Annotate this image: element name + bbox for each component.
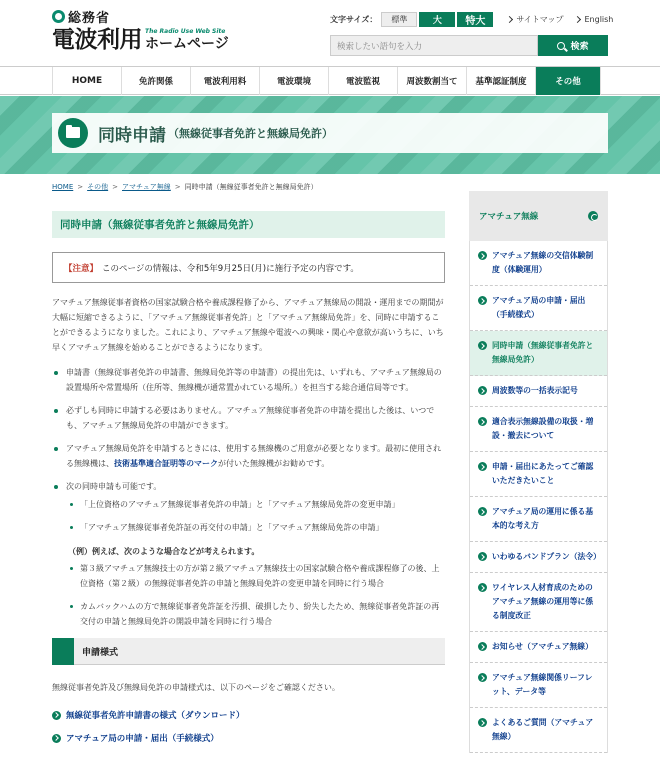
breadcrumb [52, 182, 318, 192]
arrow-right-icon [478, 417, 487, 426]
list-item: 申請書（無線従事者免許の申請書、無線局免許等の申請書）の提出先は、いずれも、アマチュア無線局の設置場所や常置場所（住所等、無線機が通常置かれている場所。）を担当する総合通信局等です。 [52, 366, 445, 395]
ministry-name [52, 7, 229, 26]
arrow-right-icon [52, 711, 61, 720]
section-text: 無線従事者免許及び無線局免許の申請様式は、以下のページをご確認ください。 [52, 683, 340, 692]
section-heading-label: 申請様式 [82, 647, 119, 658]
gnav-other[interactable]: その他 [535, 67, 601, 95]
sidebar-item[interactable] [470, 241, 607, 286]
gnav-certification[interactable]: 基準認証制度 [466, 67, 535, 95]
site-title: 電波利用 [52, 27, 142, 53]
ministry-emblem-icon [52, 10, 65, 23]
sitemap-label: サイトマップ [516, 15, 564, 24]
chevron-right-icon [506, 16, 513, 23]
sidebar-item-label: アマチュア無線の交信体験制度（体験運用） [492, 251, 594, 274]
search-icon [557, 42, 565, 50]
info-list [52, 366, 445, 629]
arrow-right-icon [478, 462, 487, 471]
return-icon [588, 211, 598, 221]
sidebar-item[interactable] [470, 286, 607, 331]
section-heading [52, 638, 445, 665]
sidebar-item[interactable] [470, 331, 607, 376]
sidebar [469, 191, 608, 753]
gnav-radio-environment[interactable]: 電波環境 [259, 67, 328, 95]
example-item: カムバックハムの方で無線従事者免許証を汚損、破損したり、紛失したため、無線従事者免許証の再交付の申請と無線局免許の開設申請を同時に行う場合 [66, 600, 445, 629]
main-content [52, 211, 445, 744]
sidebar-item-label: いわゆるバンドプラン（法令） [492, 552, 601, 561]
chevron-right-icon [574, 16, 581, 23]
page-title: 同時申請 [98, 125, 166, 146]
list-item [52, 442, 445, 471]
sidebar-list [469, 241, 608, 753]
arrow-right-icon [478, 673, 487, 682]
content-heading: 同時申請（無線従事者免許と無線局免許） [52, 211, 445, 238]
sidebar-item[interactable] [470, 376, 607, 407]
arrow-right-icon [478, 341, 487, 350]
sub-list-item: 「上位資格のアマチュア無線従事者免許の申請」と「アマチュア無線局免許の変更申請」 [66, 498, 445, 513]
download-form-link-label: 無線従事者免許申請書の様式（ダウンロード） [66, 711, 245, 721]
gnav-home[interactable]: HOME [52, 67, 121, 95]
application-forms-link[interactable] [52, 732, 445, 744]
arrow-right-icon [478, 552, 487, 561]
page-hero [0, 96, 660, 174]
sidebar-item[interactable] [470, 497, 607, 542]
sidebar-item-label: 適合表示無線設備の取扱・増設・撤去について [492, 417, 594, 440]
sidebar-item-label: お知らせ（アマチュア無線） [492, 642, 593, 651]
breadcrumb-other[interactable]: その他 [87, 183, 109, 191]
font-size-large-button[interactable]: 大 [419, 12, 455, 27]
sidebar-item-label: 周波数等の一括表示記号 [492, 386, 578, 395]
page-subtitle: （無線従事者免許と無線局免許） [168, 127, 333, 140]
sub-list-item: 「アマチュア無線従事者免許証の再交付の申請」と「アマチュア無線局免許の申請」 [66, 521, 445, 536]
breadcrumb-separator: > [112, 183, 118, 191]
arrow-right-icon [478, 386, 487, 395]
application-forms-link-label: アマチュア局の申請・届出（手続様式） [66, 734, 219, 744]
sidebar-item-label: 申請・届出にあたってご確認いただきたいこと [492, 462, 594, 485]
example-item: 第３級アマチュア無線技士の方が第２級アマチュア無線技士の国家試験合格や養成課程修了の後、上位資格（第２級）の無線従事者免許の申請と無線局免許の変更申請を同時に行う場合 [66, 562, 445, 591]
font-size-label: 文字サイズ： [330, 15, 378, 24]
list-item-text: アマチュア無線局免許を申請するときには、使用する無線機のご用意が必要となります。最初に使用される無線機は、 [66, 444, 442, 468]
sitemap-link[interactable] [507, 14, 563, 25]
site-title-en: The Radio Use Web Site [145, 28, 226, 35]
sidebar-item[interactable] [470, 407, 607, 452]
arrow-right-icon [478, 583, 487, 592]
intro-paragraph: アマチュア無線従事者資格の国家試験合格や養成課程修了から、アマチュア無線局の開設・運用までの期間が大幅に短縮できるように、「アマチュア無線従事者免許」と「アマチュア無線局免許」を、同時に申請することができるようになりました。これにより、アマチュア無線や電波への興味・関心や意欲が高いうちに、いち早くアマチュア無線を始めることができるようになります。 [52, 298, 444, 352]
arrow-right-icon [478, 251, 487, 260]
notice-box [52, 252, 445, 283]
download-form-link[interactable] [52, 709, 445, 721]
sub-list [66, 498, 445, 536]
sidebar-item[interactable] [470, 542, 607, 573]
breadcrumb-home[interactable]: HOME [52, 183, 74, 191]
list-item: 必ずしも同時に申請する必要はありません。アマチュア無線従事者免許の申請を提出した後は、いつでも、アマチュア無線局免許の申請ができます。 [52, 404, 445, 433]
arrow-right-icon [478, 718, 487, 727]
english-link[interactable] [575, 15, 613, 24]
arrow-right-icon [478, 507, 487, 516]
gnav-radio-monitoring[interactable]: 電波監視 [328, 67, 397, 95]
gnav-frequency-allocation[interactable]: 周波数割当て [397, 67, 466, 95]
section-bar [52, 638, 74, 665]
site-header [0, 0, 660, 66]
breadcrumb-separator: > [174, 183, 181, 191]
sidebar-item-label: アマチュア局の申請・届出（手続様式） [492, 296, 586, 319]
search-button[interactable] [538, 35, 608, 56]
sidebar-item[interactable] [470, 573, 607, 632]
sidebar-heading-label: アマチュア無線 [479, 212, 539, 222]
example-heading: （例）例えば、次のような場合などが考えられます。 [68, 546, 260, 556]
sidebar-item-label: よくあるご質問（アマチュア無線） [492, 718, 594, 741]
ministry-label: 総務省 [68, 11, 111, 26]
list-item [52, 480, 445, 629]
utility-bar [330, 12, 613, 27]
arrow-right-icon [52, 734, 61, 743]
notice-text: このページの情報は、令和5年9月25日(月)に施行予定の内容です。 [102, 263, 359, 274]
sidebar-item-label: ワイヤレス人材育成のためのアマチュア無線の運用等に係る制度改正 [492, 583, 594, 620]
arrow-right-icon [478, 296, 487, 305]
notice-tag: 【注意】 [64, 263, 99, 274]
sidebar-item[interactable] [470, 632, 607, 663]
site-title-hp: ホームページ [145, 36, 229, 52]
sidebar-item-label: アマチュア局の運用に係る基本的な考え方 [492, 507, 594, 530]
folder-icon [58, 118, 88, 148]
font-size-xlarge-button[interactable]: 特大 [457, 12, 493, 27]
breadcrumb-amateur[interactable]: アマチュア無線 [122, 183, 171, 191]
sidebar-item[interactable] [470, 452, 607, 497]
technical-mark-link[interactable]: 技術基準適合証明等のマーク [114, 458, 218, 468]
global-nav [0, 66, 660, 95]
search-form [330, 35, 608, 56]
list-item-text: が付いた無線機がお勧めです。 [218, 458, 330, 468]
english-label: English [584, 15, 614, 24]
breadcrumb-current: 同時申請（無線従事者免許と無線局免許） [184, 183, 318, 191]
sidebar-heading[interactable] [469, 191, 608, 241]
search-button-label: 検索 [570, 42, 589, 52]
font-size-standard-button[interactable]: 標準 [381, 12, 417, 27]
gnav-license[interactable]: 免許関係 [121, 67, 190, 95]
breadcrumb-separator: > [77, 183, 84, 191]
search-input[interactable]: 検索したい語句を入力 [330, 35, 538, 56]
example-list [66, 562, 445, 629]
site-logo[interactable] [52, 7, 229, 52]
sidebar-item-label: 同時申請（無線従事者免許と無線局免許） [492, 341, 594, 364]
sidebar-item-label: アマチュア無線関係リーフレット、データ等 [492, 673, 593, 696]
sidebar-item[interactable] [470, 663, 607, 708]
arrow-right-icon [478, 642, 487, 651]
sidebar-item[interactable] [470, 708, 607, 753]
gnav-radio-fee[interactable]: 電波利用料 [190, 67, 259, 95]
list-item-text: 次の同時申請も可能です。 [66, 482, 162, 491]
